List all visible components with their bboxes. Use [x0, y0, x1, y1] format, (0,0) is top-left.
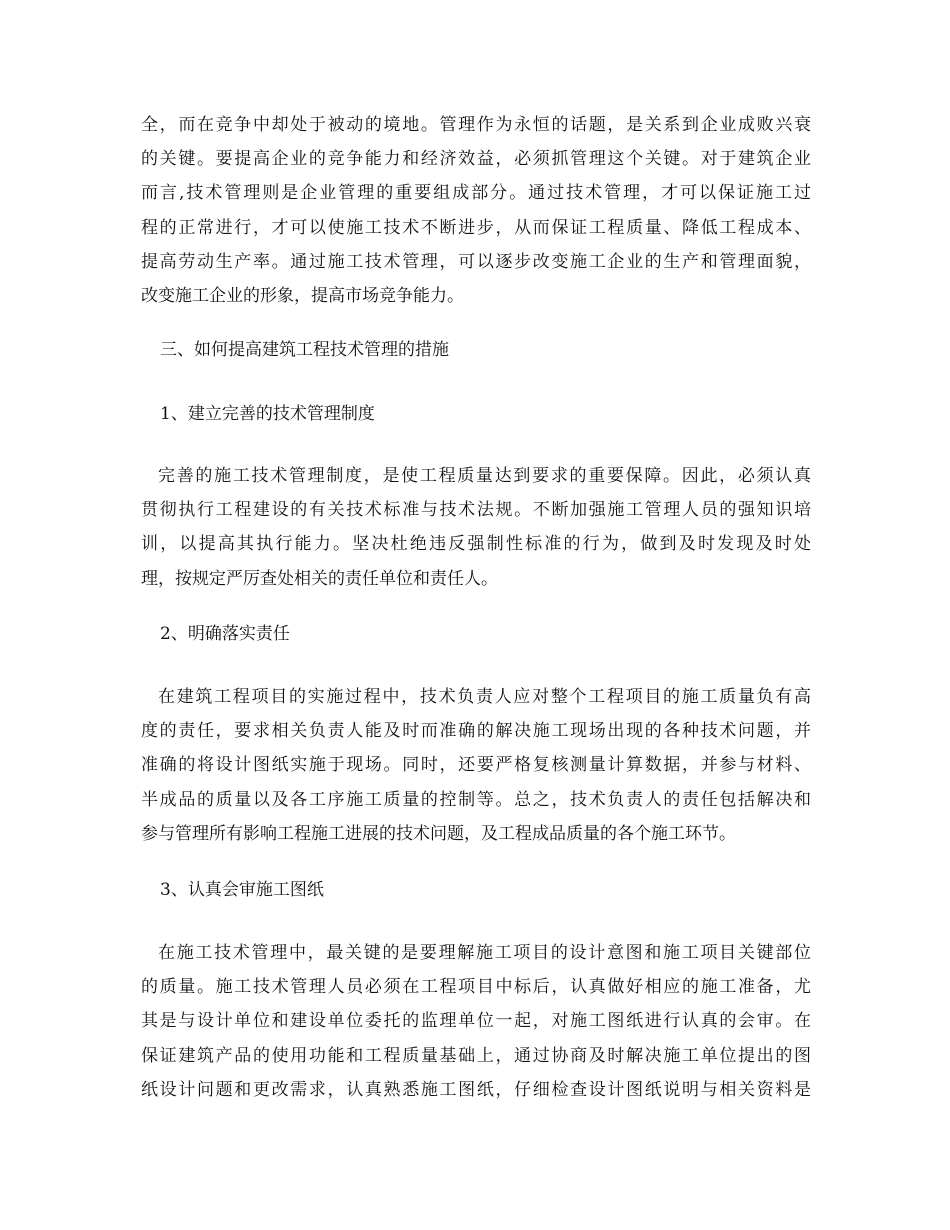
paragraph-subsection-2 — [141, 680, 811, 851]
paragraph-subsection-3 — [141, 936, 811, 1107]
paragraph-line: 其是与设计单位和建设单位委托的监理单位一起，对施工图纸进行认真的会审。在 — [141, 1011, 811, 1032]
paragraph-intro — [141, 108, 811, 313]
paragraph-line: 而言,技术管理则是企业管理的重要组成部分。通过技术管理，才可以保证施工过 — [141, 183, 811, 204]
paragraph-line: 参与管理所有影响工程施工进展的技术问题，及工程成品质量的各个施工环节。 — [141, 823, 736, 844]
paragraph-line: 半成品的质量以及各工序施工质量的控制等。总之，技术负责人的责任包括解决和 — [141, 789, 811, 810]
paragraph-line: 理，按规定严厉查处相关的责任单位和责任人。 — [141, 568, 498, 589]
paragraph-line: 训，以提高其执行能力。坚决杜绝违反强制性标准的行为，做到及时发现及时处 — [141, 534, 811, 555]
paragraph-line: 改变施工企业的形象，提高市场竞争能力。 — [141, 285, 464, 306]
subsection-heading-1: 1、建立完善的技术管理制度 — [160, 404, 375, 424]
paragraph-line: 的关键。要提高企业的竞争能力和经济效益，必须抓管理这个关键。对于建筑企业 — [141, 149, 811, 170]
paragraph-line: 度的责任，要求相关负责人能及时而准确的解决施工现场出现的各种技术问题，并 — [141, 721, 811, 742]
paragraph-line: 程的正常进行，才可以使施工技术不断进步，从而保证工程质量、降低工程成本、 — [141, 217, 811, 238]
subsection-heading-2: 2、明确落实责任 — [160, 624, 290, 644]
paragraph-line: 保证建筑产品的使用功能和工程质量基础上，通过协商及时解决施工单位提出的图 — [141, 1045, 811, 1066]
paragraph-line: 纸设计问题和更改需求，认真熟悉施工图纸，仔细检查设计图纸说明与相关资料是 — [141, 1079, 811, 1100]
subsection-heading-3: 3、认真会审施工图纸 — [160, 880, 324, 900]
paragraph-line: 在施工技术管理中，最关键的是要理解施工项目的设计意图和施工项目关键部位 — [158, 943, 811, 963]
paragraph-line: 在建筑工程项目的实施过程中，技术负责人应对整个工程项目的施工质量负有高 — [158, 687, 811, 707]
paragraph-line: 贯彻执行工程建设的有关技术标准与技术法规。不断加强施工管理人员的强知识培 — [141, 500, 811, 521]
paragraph-line: 全，而在竞争中却处于被动的境地。管理作为永恒的话题，是关系到企业成败兴衰 — [141, 115, 811, 135]
paragraph-line: 的质量。施工技术管理人员必须在工程项目中标后，认真做好相应的施工准备，尤 — [141, 977, 811, 998]
paragraph-line: 提高劳动生产率。通过施工技术管理，可以逐步改变施工企业的生产和管理面貌， — [141, 251, 811, 272]
paragraph-subsection-1 — [141, 459, 811, 596]
paragraph-line: 准确的将设计图纸实施于现场。同时，还要严格复核测量计算数据，并参与材料、 — [141, 755, 811, 776]
section-heading: 三、如何提高建筑工程技术管理的措施 — [160, 340, 449, 360]
paragraph-line: 完善的施工技术管理制度，是使工程质量达到要求的重要保障。因此，必须认真 — [158, 466, 811, 486]
